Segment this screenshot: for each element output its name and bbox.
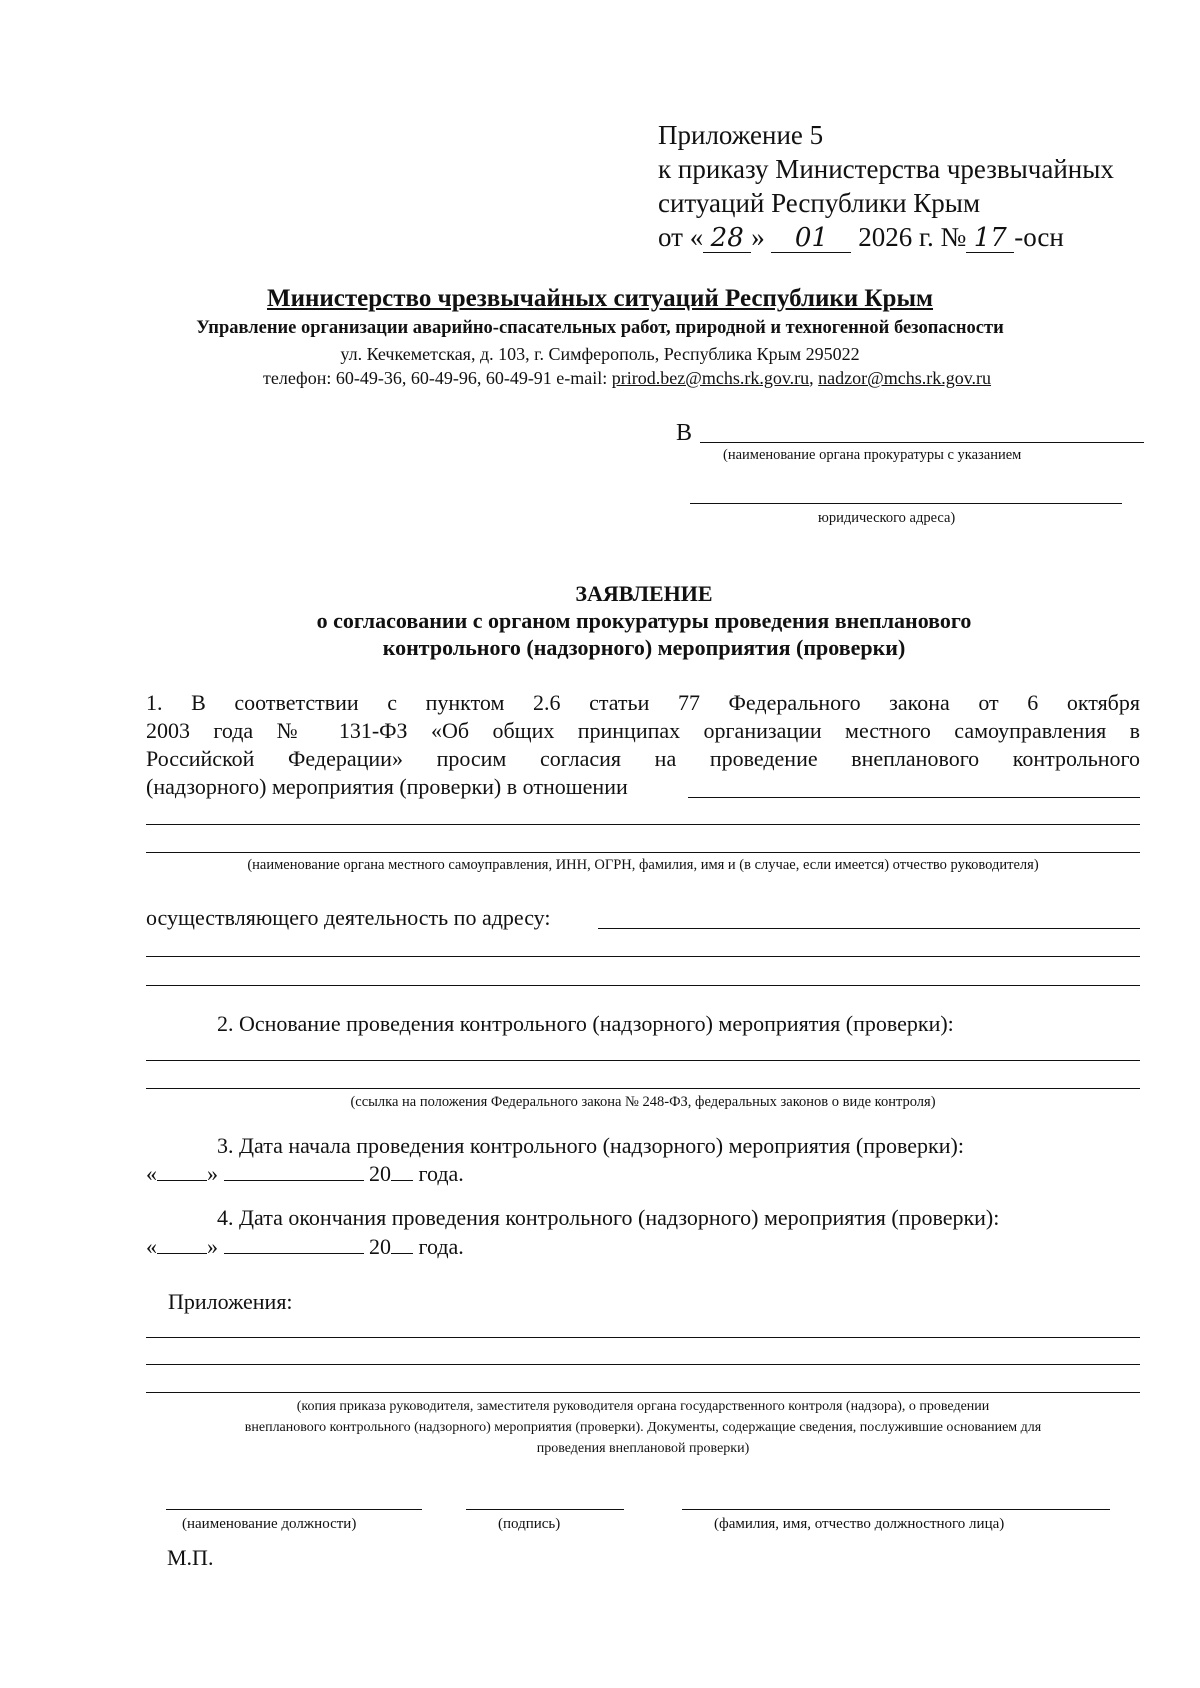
section-3-label: 3. Дата начала проведения контрольного (надзорного) мероприятия (проверки): <box>217 1133 964 1158</box>
end-open-quote: « <box>146 1234 157 1259</box>
department-name: Управление организации аварийно-спасательных работ, природной и техногенной безопасности <box>196 318 1004 338</box>
attachments-fill-line-3 <box>146 1392 1140 1393</box>
contact-line <box>263 368 991 389</box>
date-prefix: от « <box>658 222 704 252</box>
end-date-line <box>146 1233 464 1261</box>
section-4-label: 4. Дата окончания проведения контрольного (надзорного) мероприятия (проверки): <box>217 1205 1000 1230</box>
section-1-line-4: (надзорного) мероприятия (проверки) в отношении <box>146 774 628 799</box>
appendix-line-3: ситуаций Республики Крым <box>658 188 981 218</box>
address-label: осуществляющего деятельность по адресу: <box>146 905 551 930</box>
email-separator: , <box>809 368 819 388</box>
appendix-block <box>658 118 1114 254</box>
addressee-caption-1: (наименование органа прокуратуры с указанием <box>723 447 1022 463</box>
section-1-caption: (наименование органа местного самоуправления, ИНН, ОГРН, фамилия, имя и (в случае, если имеется) отчество руководителя) <box>247 857 1039 873</box>
section-2-caption: (ссылка на положения Федерального закона № 248-ФЗ, федеральных законов о виде контроля) <box>350 1094 936 1110</box>
address-fill-line-1 <box>598 928 1140 929</box>
attachments-caption-2: внепланового контрольного (надзорного) мероприятия (проверки). Документы, содержащие сведения, послужившие основанием для <box>244 1420 1042 1435</box>
end-close-quote: » <box>207 1234 218 1259</box>
phone-text: телефон: 60-49-36, 60-49-96, 60-49-91 e-mail: <box>263 368 612 388</box>
start-day-field[interactable] <box>157 1180 207 1181</box>
name-line <box>682 1509 1110 1510</box>
title-line-3: контрольного (надзорного) мероприятия (проверки) <box>382 635 906 660</box>
start-open-quote: « <box>146 1161 157 1186</box>
appendix-line-2: к приказу Министерства чрезвычайных <box>658 154 1114 184</box>
appendix-line-1: Приложение 5 <box>658 120 824 150</box>
start-close-quote: » <box>207 1161 218 1186</box>
ministry-address: ул. Кечкеметская, д. 103, г. Симферополь, Республика Крым 295022 <box>340 344 860 364</box>
document-title <box>0 580 1200 661</box>
ministry-name: Министерство чрезвычайных ситуаций Республики Крым <box>266 285 934 312</box>
date-mid: » <box>751 222 765 252</box>
start-year-prefix: 20 <box>369 1161 391 1186</box>
title-line-2: о согласовании с органом прокуратуры проведения внепланового <box>316 608 972 633</box>
attachments-caption <box>146 1396 1140 1459</box>
addressee-line-2 <box>690 503 1122 504</box>
order-year: 2026 г. № <box>858 222 967 252</box>
signature-caption: (подпись) <box>498 1516 561 1532</box>
email-link-2[interactable]: nadzor@mchs.rk.gov.ru <box>818 368 992 388</box>
name-caption: (фамилия, имя, отчество должностного лица) <box>714 1516 1005 1532</box>
address-fill-line-3 <box>146 985 1140 986</box>
attachments-caption-1: (копия приказа руководителя, заместителя руководителя органа государственного контроля (надзора), о проведении <box>296 1399 990 1414</box>
attachments-fill-line-1 <box>146 1337 1140 1338</box>
basis-fill-line-1 <box>146 1060 1140 1061</box>
subject-fill-line-2 <box>146 824 1140 825</box>
basis-fill-line-2 <box>146 1088 1140 1089</box>
position-line <box>166 1509 422 1510</box>
order-month: 01 <box>771 224 851 253</box>
section-1-line-1: 1. В соответствии с пунктом 2.6 статьи 77 Федерального закона от 6 октября <box>146 690 1140 715</box>
section-1-line-2: 2003 года № 131-ФЗ «Об общих принципах организации местного самоуправления в <box>146 718 1140 743</box>
start-month-field[interactable] <box>224 1180 364 1181</box>
attachments-caption-3: проведения внеплановой проверки) <box>536 1441 750 1456</box>
section-1-text <box>146 689 1140 801</box>
appendix-order-line <box>658 220 1114 254</box>
attachments-label: Приложения: <box>168 1289 293 1314</box>
address-fill-line-2 <box>146 956 1140 957</box>
section-1-line-3: Российской Федерации» просим согласия на проведение внепланового контрольного <box>146 746 1140 771</box>
end-year-prefix: 20 <box>369 1234 391 1259</box>
addressee-prefix: В <box>676 420 693 446</box>
subject-fill-line-3 <box>146 852 1140 853</box>
attachments-fill-line-2 <box>146 1364 1140 1365</box>
start-date-line <box>146 1160 464 1188</box>
end-year-suffix: года. <box>418 1234 464 1259</box>
signature-line <box>466 1509 624 1510</box>
addressee-line-1 <box>700 442 1144 443</box>
order-number: 17 <box>966 224 1014 253</box>
start-year-field[interactable] <box>391 1180 413 1181</box>
email-link-1[interactable]: prirod.bez@mchs.rk.gov.ru <box>611 368 810 388</box>
start-year-suffix: года. <box>418 1161 464 1186</box>
end-day-field[interactable] <box>157 1253 207 1254</box>
ministry-title <box>0 285 1200 313</box>
subject-fill-line-1 <box>688 797 1140 798</box>
order-day: 28 <box>703 224 751 253</box>
order-suffix: -осн <box>1014 222 1064 252</box>
seal-placeholder: М.П. <box>167 1545 214 1570</box>
title-line-1: ЗАЯВЛЕНИЕ <box>575 581 713 606</box>
addressee-caption-2: юридического адреса) <box>818 510 956 526</box>
end-month-field[interactable] <box>224 1253 364 1254</box>
section-2-label: 2. Основание проведения контрольного (надзорного) мероприятия (проверки): <box>217 1011 954 1036</box>
position-caption: (наименование должности) <box>182 1516 357 1532</box>
end-year-field[interactable] <box>391 1253 413 1254</box>
